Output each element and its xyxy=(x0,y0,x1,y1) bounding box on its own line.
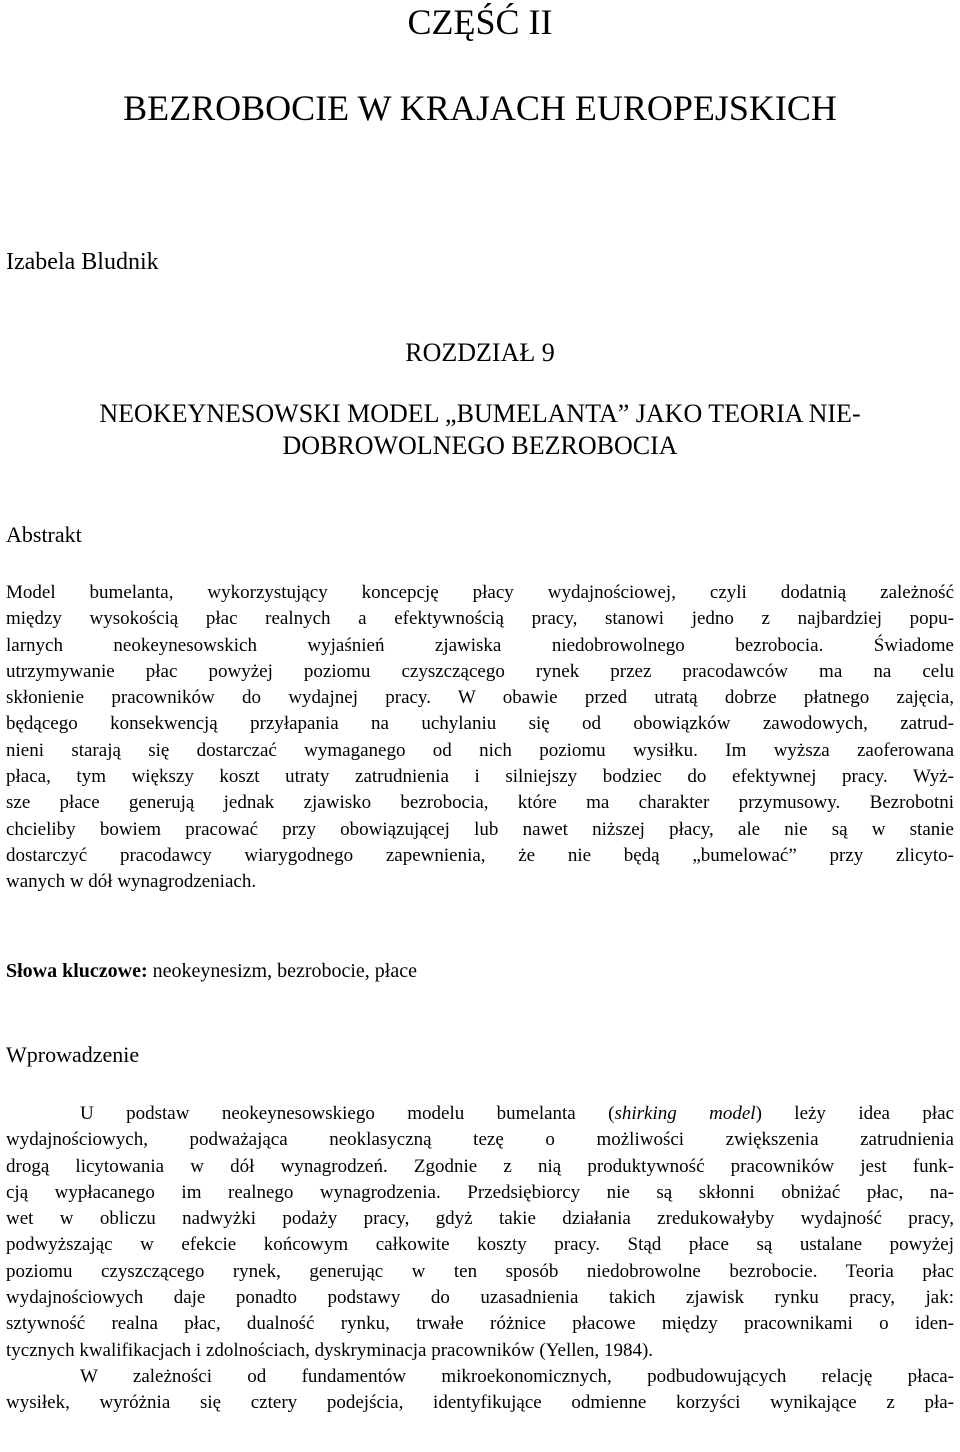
introduction-line: podwyższając w efekcie końcowym całkowite koszty pracy. Stąd płace są ustalane powyżej xyxy=(6,1234,954,1256)
introduction-line: wydajnościowych, podważająca neoklasyczną tezę o możliwości zwiększenia zatrudnienia xyxy=(6,1129,954,1151)
introduction-line: poziomu czyszczącego rynek, generując w ten sposób niedobrowolne bezrobocie. Teoria płac xyxy=(6,1260,954,1282)
introduction-heading: Wprowadzenie xyxy=(6,1042,140,1067)
abstract-line: Model bumelanta, wykorzystujący koncepcję płacy wydajnościowej, czyli dodatnią zależność xyxy=(6,582,954,603)
part-title: CZĘŚĆ II xyxy=(407,2,553,42)
introduction-line: wysiłek, wyróżnia się cztery podejścia, identyfikujące odmienne korzyści wynikające z pła- xyxy=(6,1392,954,1414)
abstract-line: nieni starają się dostarczać wymaganego od nich poziomu wysiłku. Im wyższa zaoferowana xyxy=(6,739,954,761)
chapter-title-line-1: NEOKEYNESOWSKI MODEL „BUMELANTA” JAKO TEORIA NIE- xyxy=(99,399,861,428)
introduction-line: cją wypłacanego im realnego wynagrodzenia. Przedsiębiorcy nie są skłonni obniżać płac, na- xyxy=(6,1181,954,1203)
abstract-line: dostarczyć pracodawcy wiarygodnego zapewnienia, że nie będą „bumelować” przy zlicyto- xyxy=(6,844,954,866)
abstract-line: larnych neokeynesowskich wyjaśnień zjawiska niedobrowolnego bezrobocia. Świadome xyxy=(6,634,954,656)
author-name: Izabela Bludnik xyxy=(6,249,159,275)
chapter-title xyxy=(0,398,960,462)
abstract-text xyxy=(6,580,954,896)
abstract-line: utrzymywanie płac powyżej poziomu czyszczącego rynek przez pracodawców ma na celu xyxy=(6,660,954,682)
intro-line1-before: U podstaw neokeynesowskiego modelu bumelanta ( xyxy=(80,1103,615,1124)
introduction-line: W zależności od fundamentów mikroekonomicznych, podbudowujących relację płaca- xyxy=(80,1365,954,1387)
abstract-line: sze płace generują jednak zjawisko bezrobocia, które ma charakter przymusowy. Bezrobotni xyxy=(6,792,954,814)
abstract-line: chcieliby bowiem pracować przy obowiązującej lub nawet niższej płacy, ale nie są w stanie xyxy=(6,818,954,840)
abstract-line: będącego konsekwencją przyłapania na uchylaniu się od obowiązków zawodowych, zatrud- xyxy=(6,713,954,735)
introduction-line: sztywność realna płac, dualność rynku, trwałe różnice płacowe między pracownikami o iden- xyxy=(6,1313,954,1335)
introduction-line xyxy=(6,1101,954,1127)
abstract-line: wanych w dół wynagrodzeniach. xyxy=(6,871,257,893)
intro-line1-italic: shirking model xyxy=(614,1103,756,1124)
abstract-line: skłonienie pracowników do wydajnej pracy. W obawie przed utratą dobrze płatnego zajęcia, xyxy=(6,687,954,709)
introduction-line: drogą licytowania w dół wynagrodzeń. Zgodnie z nią produktywność pracowników jest funk- xyxy=(6,1155,954,1177)
introduction-line: wet w obliczu nadwyżki podaży pracy, gdyż takie działania zredukowałyby wydajność pracy, xyxy=(6,1208,954,1230)
abstract-line: między wysokością płac realnych a efektywnością pracy, stanowi jedno z najbardziej popu- xyxy=(6,608,954,630)
introduction-text xyxy=(6,1101,954,1417)
introduction-line: tycznych kwalifikacjach i zdolnościach, dyskryminacja pracowników (Yellen, 1984). xyxy=(6,1339,654,1361)
abstract-line: płaca, tym większy koszt utraty zatrudnienia i silniejszy bodziec do efektywnej pracy. Wyż- xyxy=(6,766,954,788)
abstract-heading: Abstrakt xyxy=(6,522,82,547)
keywords-label: Słowa kluczowe: xyxy=(6,960,148,982)
introduction-line: wydajnościowych daje ponadto podstawy do uzasadnienia takich zjawisk rynku pracy, jak: xyxy=(6,1287,954,1309)
chapter-title-line-2: DOBROWOLNEGO BEZROBOCIA xyxy=(282,431,678,460)
intro-line1-after: ) leży idea płac xyxy=(755,1103,954,1124)
keywords-value: neokeynesizm, bezrobocie, płace xyxy=(147,960,417,982)
part-subtitle: BEZROBOCIE W KRAJACH EUROPEJSKICH xyxy=(123,88,837,128)
chapter-number: ROZDZIAŁ 9 xyxy=(405,338,555,367)
keywords xyxy=(6,958,417,984)
